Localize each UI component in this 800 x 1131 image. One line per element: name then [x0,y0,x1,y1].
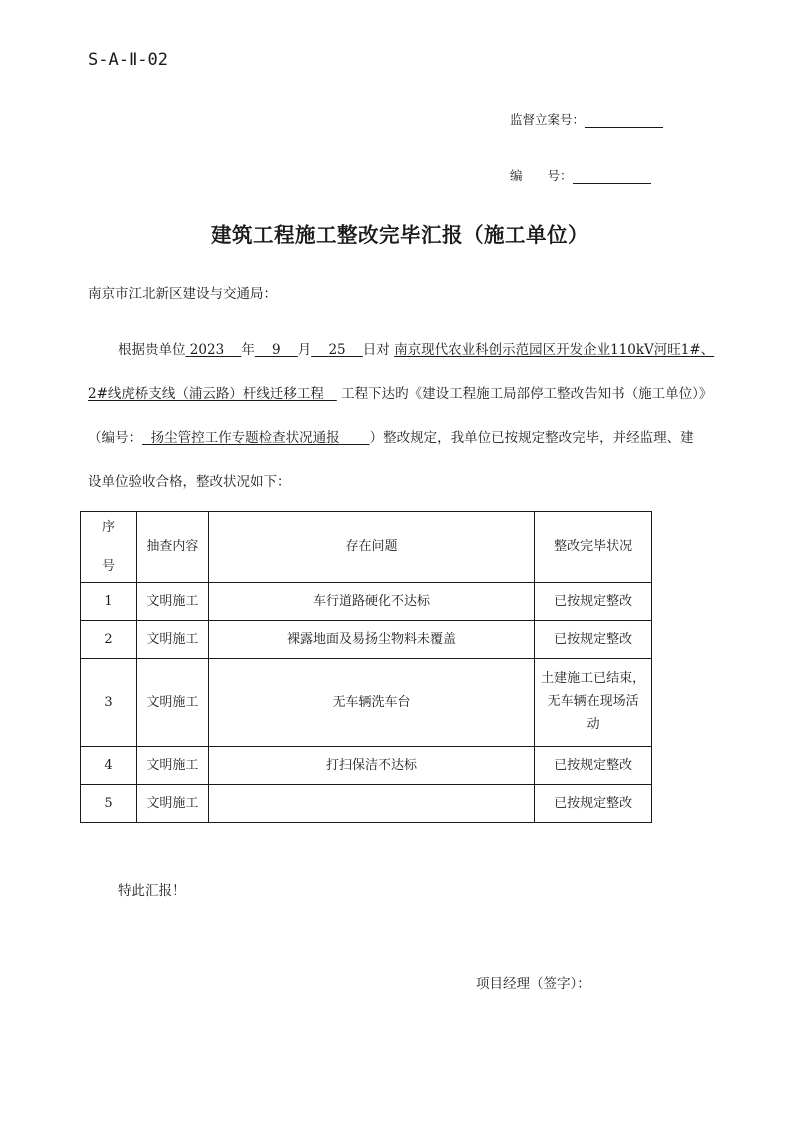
table-row [81,785,652,823]
header-seq [81,512,137,583]
addressee: 南京市江北新区建设与交通局： [88,286,277,302]
row-content: 文明施工 [136,583,208,621]
year-value [186,342,242,358]
header-problem: 存在问题 [208,512,534,583]
row-problem: 无车辆洗车台 [208,659,534,747]
row-no: 1 [81,583,137,621]
table-row [81,583,652,621]
signature-label: 项目经理（签字）： [476,976,591,992]
row-problem: 裸露地面及易扬尘物料未覆盖 [208,621,534,659]
body-lead: 根据贵单位 [118,342,186,358]
header-seq-top: 序 [101,519,115,535]
month-unit: 月 [297,342,312,358]
status-line-2: 无车辆在现场活 [547,694,639,710]
table-row [81,621,652,659]
year-unit: 年 [241,342,255,358]
project-name-part1: 南京现代农业科创示范园区开发企业110kV河旺1#、 [394,342,715,358]
month-value [255,342,298,358]
supervision-no-blank [585,112,663,128]
supervision-no-field [510,110,663,128]
project-name-part2: 2#线虎桥支线（浦云路）杆线迁移工程 [88,386,324,402]
day-unit: 日对 [362,342,390,358]
year: 2023 [189,342,225,358]
serial-no-label: 编 号： [510,168,573,183]
header-status: 整改完毕状况 [535,512,652,583]
header-seq-bottom: 号 [101,558,115,574]
serial-no-blank [573,168,651,184]
table-header-row [81,512,652,583]
row-status: 已按规定整改 [535,747,652,785]
serial-no-field [510,166,651,184]
row-problem: 车行道路硬化不达标 [208,583,534,621]
row-no: 5 [81,785,137,823]
number-open: （编号： [88,430,142,446]
row-no: 2 [81,621,137,659]
row-content: 文明施工 [136,659,208,747]
row-problem: 打扫保洁不达标 [208,747,534,785]
issued-notice-text: 工程下达旳《建设工程施工局部停工整改告知书（施工单位）》 [341,386,713,402]
table-row [81,747,652,785]
number-close: ）整改规定，我单位已按规定整改完毕，并经监理、建 [369,430,694,446]
document-code: S-A-Ⅱ-02 [88,50,169,70]
month: 9 [272,342,281,358]
row-status [535,659,652,747]
rectification-table [80,511,652,823]
row-status: 已按规定整改 [535,785,652,823]
row-no: 3 [81,659,137,747]
supervision-no-label: 监督立案号： [510,112,586,127]
day-value [311,342,363,358]
number-value: 扬尘管控工作专题检查状况通报 [150,430,340,446]
row-content: 文明施工 [136,747,208,785]
table-row [81,659,652,747]
day: 25 [328,342,346,358]
body-line-3 [88,426,694,446]
body-line-1 [118,338,714,358]
row-status: 已按规定整改 [535,621,652,659]
row-no: 4 [81,747,137,785]
header-content: 抽查内容 [136,512,208,583]
row-problem [208,785,534,823]
body-line-4: 设单位验收合格，整改状况如下： [88,474,291,490]
closing-remark: 特此汇报！ [118,883,186,899]
status-line-3: 动 [586,716,600,732]
row-content: 文明施工 [136,785,208,823]
status-line-1: 土建施工已结束， [541,671,646,687]
number-value-wrap [142,430,370,446]
body-line-2 [88,382,712,402]
document-title: 建筑工程施工整改完毕汇报（施工单位） [211,223,589,247]
row-status: 已按规定整改 [535,583,652,621]
row-content: 文明施工 [136,621,208,659]
